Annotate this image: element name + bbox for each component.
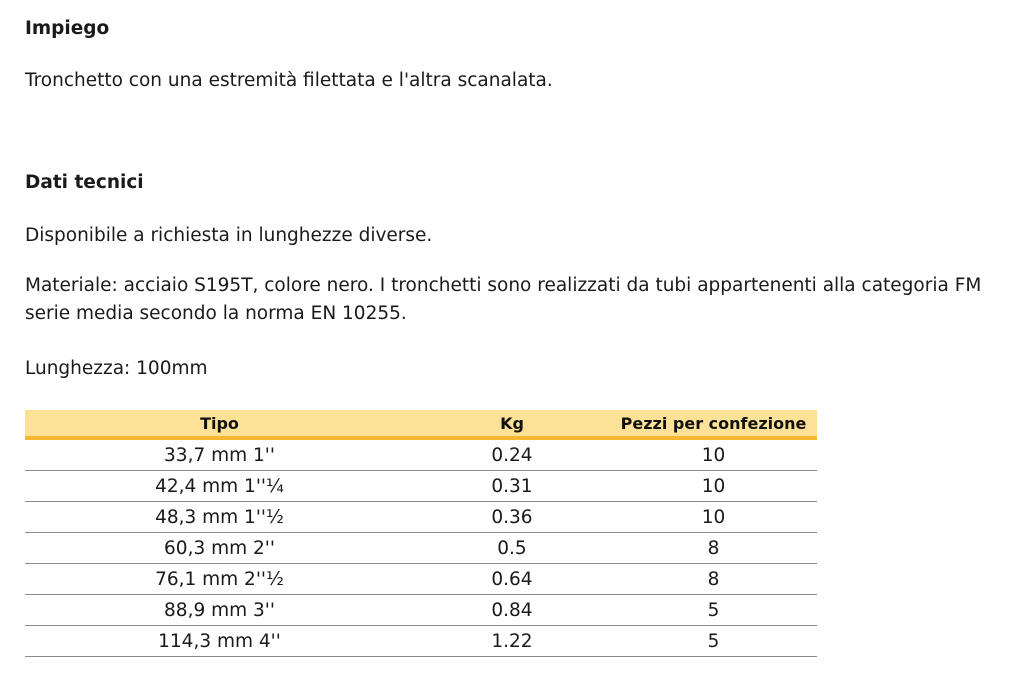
table-row [25,533,817,564]
table-row [25,595,817,626]
cell-pezzi: 8 [610,533,817,564]
table-row [25,471,817,502]
impiego-text: Tronchetto con una estremità filettata e l'altra scanalata. [25,70,553,91]
cell-tipo: 48,3 mm 1''½ [25,502,414,533]
cell-kg: 0.24 [414,438,610,471]
length-text: Lunghezza: 100mm [25,358,208,379]
cell-tipo: 88,9 mm 3'' [25,595,414,626]
cell-kg: 0.31 [414,471,610,502]
table-row [25,564,817,595]
impiego-heading: Impiego [25,18,110,39]
header-pezzi: Pezzi per confezione [610,410,817,438]
cell-kg: 0.64 [414,564,610,595]
cell-pezzi: 10 [610,471,817,502]
cell-tipo: 42,4 mm 1''¼ [25,471,414,502]
cell-pezzi: 10 [610,502,817,533]
cell-kg: 0.36 [414,502,610,533]
table-row [25,438,817,471]
cell-pezzi: 8 [610,564,817,595]
cell-pezzi: 10 [610,438,817,471]
availability-text: Disponibile a richiesta in lunghezze diverse. [25,225,433,246]
material-text: Materiale: acciaio S195T, colore nero. I tronchetti sono realizzati da tubi appartenenti alla categoria FM serie media secondo la norma EN 10255. [25,275,982,324]
cell-tipo: 76,1 mm 2''½ [25,564,414,595]
header-kg: Kg [414,410,610,438]
cell-tipo: 33,7 mm 1'' [25,438,414,471]
cell-kg: 1.22 [414,626,610,657]
cell-pezzi: 5 [610,626,817,657]
specs-table [25,410,817,657]
table-row [25,502,817,533]
cell-tipo: 60,3 mm 2'' [25,533,414,564]
cell-kg: 0.5 [414,533,610,564]
cell-tipo: 114,3 mm 4'' [25,626,414,657]
cell-pezzi: 5 [610,595,817,626]
dati-tecnici-heading: Dati tecnici [25,172,144,193]
header-tipo: Tipo [25,410,414,438]
table-row [25,626,817,657]
cell-kg: 0.84 [414,595,610,626]
table-header-row [25,410,817,438]
